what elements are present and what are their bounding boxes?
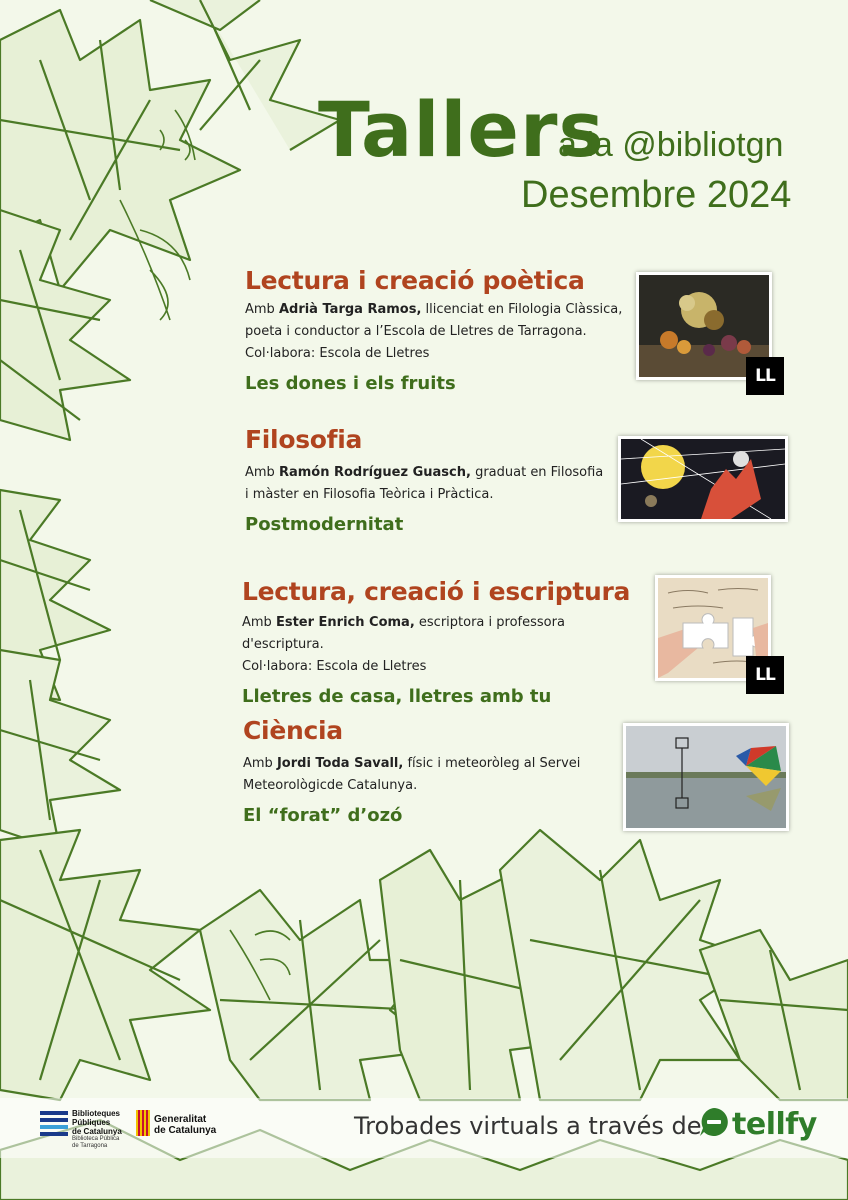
intro-text: Amb [242,615,272,630]
tellfy-logo [698,1106,817,1143]
workshop-category: Lectura i creació poètica [245,266,585,295]
workshop-topic: Les dones i els fruits [245,373,456,394]
presenter-description: Meteorològicde Catalunya. [243,778,418,793]
biblioteques-publiques-logo [40,1109,130,1149]
event-date: Desembre 2024 [521,174,792,216]
presenter-description: escriptora i professora d'escriptura. [242,615,565,652]
workshop-presenter-line [245,462,625,484]
workshop-presenter-line [243,753,623,775]
presenter-description: físic i meteoròleg al Servei [407,756,581,771]
escola-lletres-logo: LL [746,357,784,395]
umbrella-beach-image [623,723,789,831]
workshop-category: Lectura, creació i escriptura [242,577,631,606]
tellfy-wordmark: tellfy [732,1107,817,1142]
workshop-item [245,266,625,394]
collaboration-note: Col·labora: Escola de Lletres [245,346,430,361]
presenter-name: Adrià Targa Ramos, [278,302,422,317]
presenter-name: Ramón Rodríguez Guasch, [278,465,471,480]
workshop-item [245,425,625,535]
escola-lletres-logo: LL [746,656,784,694]
page-subtitle: a la @bibliotgn [558,126,784,164]
workshop-topic: El “forat” d’ozó [243,805,403,826]
presenter-name: Ester Enrich Coma, [275,615,415,630]
biblioteca-tarragona-text: Biblioteca Pública de Tarragona [72,1136,120,1149]
footer-caption: Trobades virtuals a través de [354,1112,702,1140]
tellfy-chat-icon [698,1106,730,1138]
presenter-description: poeta i conductor a l’Escola de Lletres de Tarragona. [245,324,587,339]
workshop-category: Filosofia [245,425,363,454]
page-title: Tallers [318,85,605,174]
intro-text: Amb [245,465,275,480]
workshop-presenter-line [245,299,625,321]
collaboration-note: Col·labora: Escola de Lletres [242,659,427,674]
generalitat-text: Generalitat [154,1114,207,1125]
generalitat-logo [136,1110,217,1141]
presenter-description: i màster en Filosofia Teòrica i Pràctica. [245,487,494,502]
cosmic-poster-image [618,436,788,522]
biblioteques-logo-mark [40,1109,70,1139]
presenter-name: Jordi Toda Savall, [276,756,404,771]
presenter-description: llicenciat en Filologia Clàssica, [425,302,623,317]
senyera-icon [136,1110,150,1136]
biblioteques-logo-text: Biblioteques Públiques de Catalunya [72,1109,122,1136]
workshop-topic: Postmodernitat [245,514,404,535]
presenter-description: graduat en Filosofia [475,465,604,480]
workshop-presenter-line [242,612,642,656]
intro-text: Amb [245,302,275,317]
workshop-item [242,577,642,707]
intro-text: Amb [243,756,273,771]
workshop-item [243,716,623,826]
generalitat-text: de Catalunya [154,1125,217,1136]
workshop-topic: Lletres de casa, lletres amb tu [242,686,552,707]
workshop-category: Ciència [243,716,343,745]
